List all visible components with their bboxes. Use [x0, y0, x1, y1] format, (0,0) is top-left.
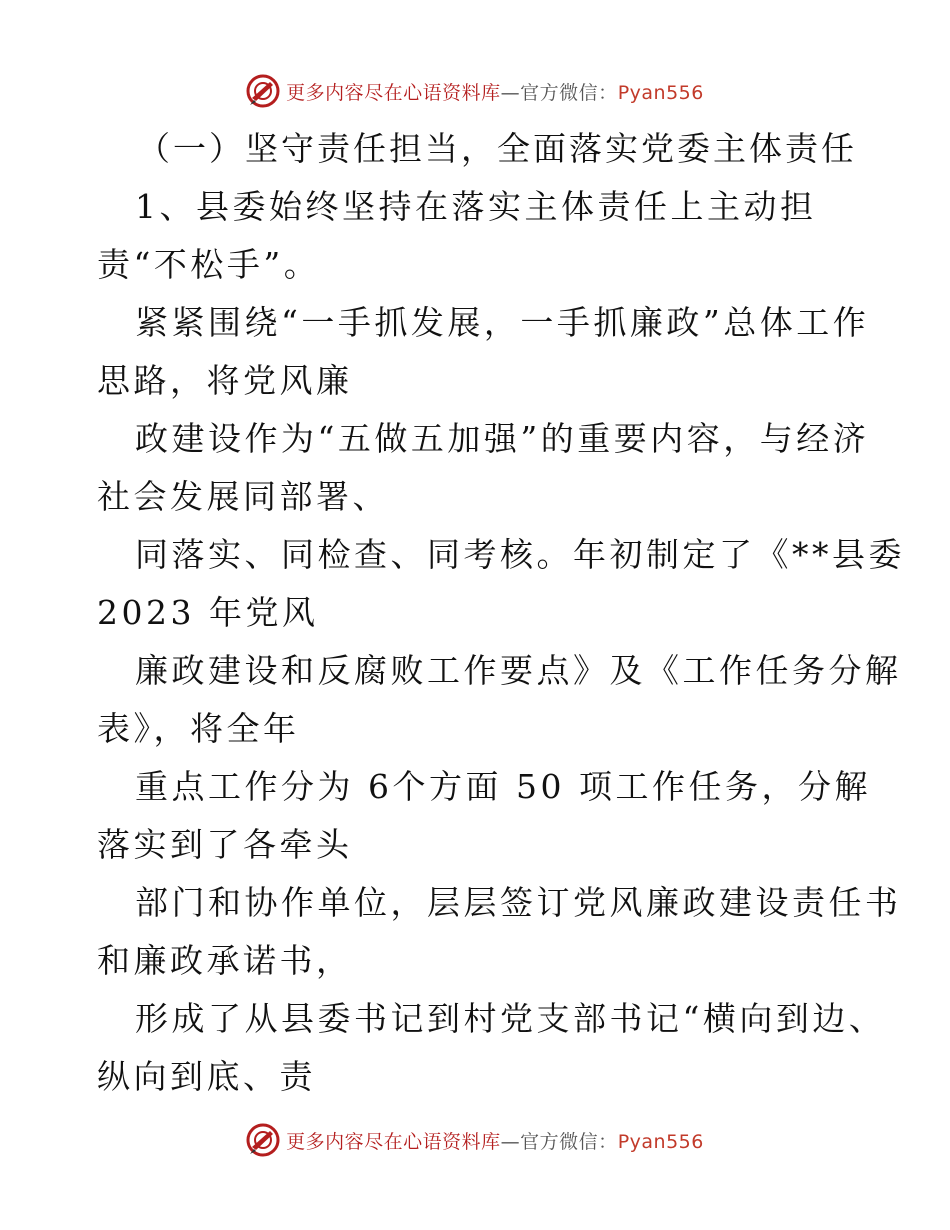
paragraph-line: 重点工作分为 6个方面 50 项工作任务，分解	[135, 767, 871, 806]
paragraph-line: 部门和协作单位，层层签订党风廉政建设责任书	[135, 883, 902, 922]
paragraph-line: 落实到了各牵头	[97, 825, 353, 864]
paragraph-line: 政建设作为“五做五加强”的重要内容，与经济	[135, 419, 870, 458]
section-heading: （一）坚守责任担当，全面落实党委主体责任	[137, 129, 857, 168]
paragraph-line: 形成了从县委书记到村党支部书记“横向到边、	[135, 999, 886, 1038]
paragraph-line: 责“不松手”。	[97, 245, 321, 284]
banner-handle: Pyan556	[617, 1130, 704, 1153]
logo-icon	[246, 1123, 280, 1157]
paragraph-line: 2023 年党风	[97, 593, 319, 632]
paragraph-line: 表》，将全年	[97, 709, 300, 748]
banner-label: 官方微信：	[520, 1130, 618, 1153]
header-banner	[0, 71, 950, 111]
paragraph-line: 1、县委始终坚持在落实主体责任上主动担	[135, 187, 817, 226]
logo-icon	[246, 74, 280, 108]
paragraph-line: 廉政建设和反腐败工作要点》及《工作任务分解	[135, 651, 902, 690]
banner-handle: Pyan556	[617, 81, 704, 104]
paragraph-line: 纵向到底、责	[97, 1057, 316, 1096]
banner-label: 官方微信：	[520, 81, 618, 104]
banner-separator: —	[500, 1130, 521, 1153]
footer-banner	[0, 1120, 950, 1160]
paragraph-line: 同落实、同检查、同考核。年初制定了《**县委	[135, 535, 905, 574]
document-body	[97, 120, 905, 1106]
banner-title: 更多内容尽在心语资料库	[286, 1130, 501, 1153]
paragraph-line: 社会发展同部署、	[97, 477, 389, 516]
paragraph-line: 和廉政承诺书，	[97, 941, 353, 980]
banner-title: 更多内容尽在心语资料库	[286, 81, 501, 104]
paragraph-line: 紧紧围绕“一手抓发展，一手抓廉政”总体工作	[135, 303, 870, 342]
paragraph-line: 思路，将党风廉	[97, 361, 353, 400]
banner-separator: —	[500, 81, 521, 104]
